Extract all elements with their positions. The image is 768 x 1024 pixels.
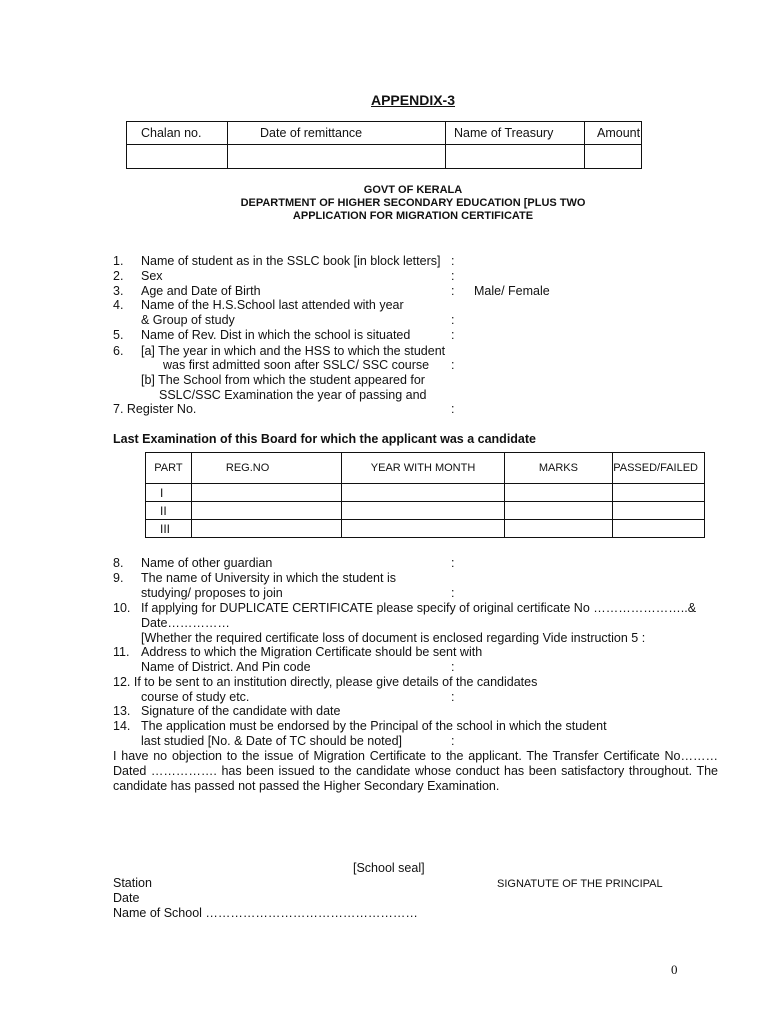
item-number: 14. (113, 719, 131, 733)
item-label: If applying for DUPLICATE CERTIFICATE please specify of original certificate No …………………..& (141, 601, 697, 615)
item-label-b: [b] The School from which the student appeared for (141, 373, 425, 387)
name-of-treasury-cell[interactable] (446, 145, 585, 169)
amount-header: Amount (585, 122, 642, 145)
result-cell[interactable] (613, 502, 705, 520)
item-label-date: Date…………… (141, 616, 230, 630)
marks-cell[interactable] (504, 484, 613, 502)
colon: : (451, 556, 455, 570)
colon: : (451, 328, 455, 342)
item-label: 7. Register No. (113, 402, 197, 416)
passed-failed-header: PASSED/FAILED (613, 453, 705, 484)
colon: : (451, 402, 455, 416)
sex-options: Male/ Female (474, 284, 550, 298)
item-label: Signature of the candidate with date (141, 704, 341, 718)
date-label: Date (113, 891, 140, 905)
principal-signature-label: SIGNATUTE OF THE PRINCIPAL (497, 878, 663, 890)
item-label-cont: studying/ proposes to join (141, 586, 283, 600)
item-number: 1. (113, 254, 124, 268)
colon: : (451, 254, 455, 268)
item-label: The name of University in which the student is (141, 571, 396, 585)
item-label: Sex (141, 269, 163, 283)
item-label-cont: & Group of study (141, 313, 235, 327)
marks-cell[interactable] (504, 520, 613, 538)
item-number: 4. (113, 298, 124, 312)
page-title: APPENDIX-3 (370, 92, 456, 108)
item-label: Name of student as in the SSLC book [in block letters] (141, 254, 441, 268)
part-cell: II (146, 502, 192, 520)
year-cell[interactable] (342, 502, 504, 520)
colon: : (451, 284, 455, 298)
part-header: PART (146, 453, 192, 484)
item-number: 11. (113, 645, 130, 659)
item-number: 3. (113, 284, 124, 298)
item-number: 8. (113, 556, 124, 570)
colon: : (451, 358, 455, 372)
item-label: Name of other guardian (141, 556, 273, 570)
item-label: Name of Rev. Dist in which the school is situated (141, 328, 411, 342)
chalan-table (126, 121, 642, 169)
year-cell[interactable] (342, 520, 504, 538)
colon: : (451, 690, 455, 704)
colon: : (451, 313, 455, 327)
school-seal-label: [School seal] (353, 861, 425, 875)
colon: : (451, 660, 455, 674)
colon: : (451, 586, 455, 600)
table-row (146, 502, 705, 520)
item-label: The application must be endorsed by the Principal of the school in which the student (141, 719, 607, 733)
item-label-b-cont: SSLC/SSC Examination the year of passing and (159, 388, 427, 402)
result-cell[interactable] (613, 520, 705, 538)
station-label: Station (113, 876, 152, 890)
reg-no-cell[interactable] (191, 502, 342, 520)
item-label: Age and Date of Birth (141, 284, 261, 298)
item-label-cont: last studied [No. & Date of TC should be noted] (141, 734, 403, 748)
page-number: 0 (671, 962, 678, 977)
item-number: 10. (113, 601, 131, 615)
colon: : (451, 734, 455, 748)
amount-cell[interactable] (585, 145, 642, 169)
item-number: 13. (113, 704, 131, 718)
item-number: 6. (113, 344, 124, 358)
item-label-cont: course of study etc. (141, 690, 250, 704)
item-label: [a] The year in which and the HSS to which the student (141, 344, 446, 358)
year-cell[interactable] (342, 484, 504, 502)
heading-application: APPLICATION FOR MIGRATION CERTIFICATE (292, 210, 534, 222)
marks-cell[interactable] (504, 502, 613, 520)
item-note: [Whether the required certificate loss of document is enclosed regarding Vide instruction 5 : (141, 631, 646, 645)
item-number: 9. (113, 571, 124, 585)
item-label-cont: was first admitted soon after SSLC/ SSC course (163, 358, 430, 372)
item-label: Name of the H.S.School last attended with year (141, 298, 404, 312)
table-row (146, 520, 705, 538)
heading-department: DEPARTMENT OF HIGHER SECONDARY EDUCATION [PLUS TWO (240, 197, 586, 209)
item-label: Address to which the Migration Certificate should be sent with (141, 645, 483, 659)
reg-no-cell[interactable] (191, 520, 342, 538)
exam-table (145, 452, 705, 538)
item-number: 2. (113, 269, 124, 283)
result-cell[interactable] (613, 484, 705, 502)
year-with-month-header: YEAR WITH MONTH (342, 453, 504, 484)
principal-declaration: I have no objection to the issue of Migration Certificate to the applicant. The Transfer Certificate No……… Dated ……………. has been issued to the candidate whose conduct has been satisfactory throughout. The candidate has passed not passed the Higher Secondary Examination. (113, 749, 718, 793)
name-of-treasury-header: Name of Treasury (446, 122, 585, 145)
part-cell: III (146, 520, 192, 538)
heading-govt: GOVT OF KERALA (363, 184, 463, 196)
item-label: 12. If to be sent to an institution directly, please give details of the candidates (113, 675, 538, 689)
item-number: 5. (113, 328, 124, 342)
marks-header: MARKS (504, 453, 613, 484)
chalan-no-cell[interactable] (127, 145, 228, 169)
table-row (146, 484, 705, 502)
date-of-remittance-header: Date of remittance (228, 122, 446, 145)
item-label-cont: Name of District. And Pin code (141, 660, 311, 674)
reg-no-header: REG.NO (191, 453, 342, 484)
date-of-remittance-cell[interactable] (228, 145, 446, 169)
reg-no-cell[interactable] (191, 484, 342, 502)
exam-section-heading: Last Examination of this Board for which the applicant was a candidate (113, 432, 536, 446)
colon: : (451, 269, 455, 283)
part-cell: I (146, 484, 192, 502)
school-name-label: Name of School …………………………………………… (113, 906, 418, 920)
chalan-no-header: Chalan no. (127, 122, 228, 145)
